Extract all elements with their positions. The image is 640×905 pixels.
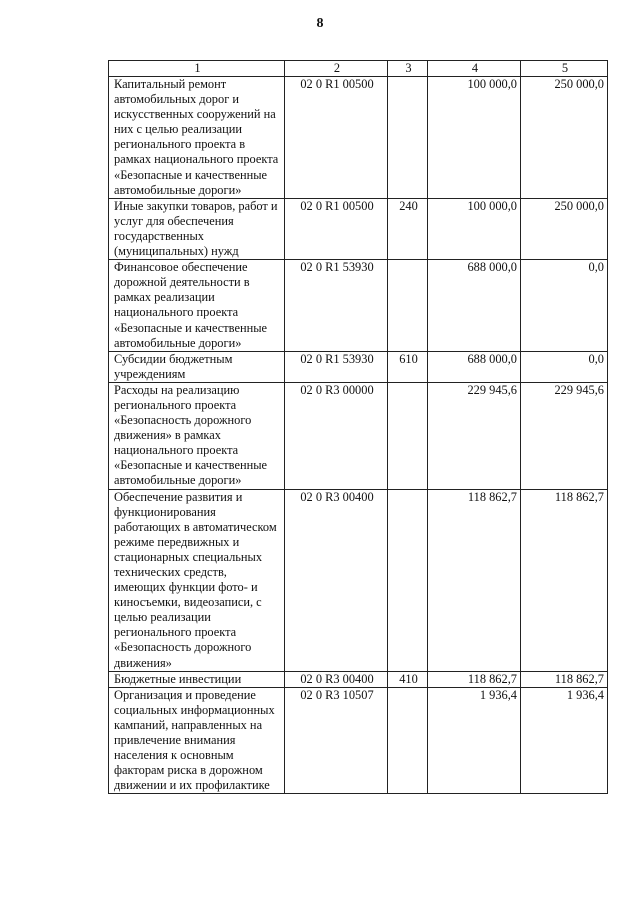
row-sum-col4: 100 000,0 xyxy=(428,198,521,259)
row-name: Капитальный ремонт автомобильных дорог и искусственных сооружений на них с целью реализации регионального проекта в рамках национального проекта «Безопасные и качественные автомобильные дороги» xyxy=(109,77,285,199)
header-cell-1: 1 xyxy=(109,61,285,77)
row-name: Иные закупки товаров, работ и услуг для обеспечения государственных (муниципальных) нужд xyxy=(109,198,285,259)
row-code: 02 0 R3 00400 xyxy=(285,671,388,687)
row-code: 02 0 R3 00000 xyxy=(285,382,388,489)
row-expense-type xyxy=(388,687,428,794)
row-name: Бюджетные инвестиции xyxy=(109,671,285,687)
row-sum-col5: 118 862,7 xyxy=(521,489,608,671)
row-sum-col5: 118 862,7 xyxy=(521,671,608,687)
row-expense-type xyxy=(388,77,428,199)
row-code: 02 0 R1 00500 xyxy=(285,77,388,199)
row-sum-col5: 0,0 xyxy=(521,260,608,352)
row-code: 02 0 R1 53930 xyxy=(285,351,388,382)
table-row xyxy=(109,671,608,687)
table-row xyxy=(109,382,608,489)
row-sum-col4: 1 936,4 xyxy=(428,687,521,794)
table-row xyxy=(109,687,608,794)
row-code: 02 0 R3 00400 xyxy=(285,489,388,671)
row-sum-col5: 250 000,0 xyxy=(521,77,608,199)
row-sum-col4: 118 862,7 xyxy=(428,489,521,671)
row-sum-col5: 250 000,0 xyxy=(521,198,608,259)
row-name: Обеспечение развития и функционирования работающих в автоматическом режиме передвижных и стационарных специальных технических средств, имеющих функции фото- и киносъемки, видеозаписи, с целью реализации регионального проекта «Безопасность дорожного движения» xyxy=(109,489,285,671)
row-expense-type xyxy=(388,382,428,489)
row-expense-type xyxy=(388,489,428,671)
row-name: Субсидии бюджетным учреждениям xyxy=(109,351,285,382)
row-expense-type: 410 xyxy=(388,671,428,687)
row-expense-type: 610 xyxy=(388,351,428,382)
table-row xyxy=(109,77,608,199)
row-name: Организация и проведение социальных информационных кампаний, направленных на привлечение внимания населения к основным факторам риска в дорожном движении и их профилактике xyxy=(109,687,285,794)
row-expense-type xyxy=(388,260,428,352)
header-cell-4: 4 xyxy=(428,61,521,77)
page-number: 8 xyxy=(316,16,324,31)
header-cell-5: 5 xyxy=(521,61,608,77)
row-code: 02 0 R3 10507 xyxy=(285,687,388,794)
row-sum-col4: 688 000,0 xyxy=(428,260,521,352)
header-cell-3: 3 xyxy=(388,61,428,77)
table-row xyxy=(109,351,608,382)
row-sum-col4: 229 945,6 xyxy=(428,382,521,489)
row-name: Финансовое обеспечение дорожной деятельности в рамках реализации национального проекта «Безопасные и качественные автомобильные дороги» xyxy=(109,260,285,352)
header-row xyxy=(109,61,608,77)
row-code: 02 0 R1 53930 xyxy=(285,260,388,352)
row-sum-col5: 1 936,4 xyxy=(521,687,608,794)
row-name: Расходы на реализацию регионального проекта «Безопасность дорожного движения» в рамках национального проекта «Безопасные и качественные автомобильные дороги» xyxy=(109,382,285,489)
table-row xyxy=(109,489,608,671)
budget-table xyxy=(108,60,608,794)
row-sum-col4: 118 862,7 xyxy=(428,671,521,687)
row-code: 02 0 R1 00500 xyxy=(285,198,388,259)
row-sum-col4: 100 000,0 xyxy=(428,77,521,199)
row-sum-col5: 0,0 xyxy=(521,351,608,382)
row-sum-col4: 688 000,0 xyxy=(428,351,521,382)
row-expense-type: 240 xyxy=(388,198,428,259)
header-cell-2: 2 xyxy=(285,61,388,77)
table-row xyxy=(109,260,608,352)
table-row xyxy=(109,198,608,259)
row-sum-col5: 229 945,6 xyxy=(521,382,608,489)
